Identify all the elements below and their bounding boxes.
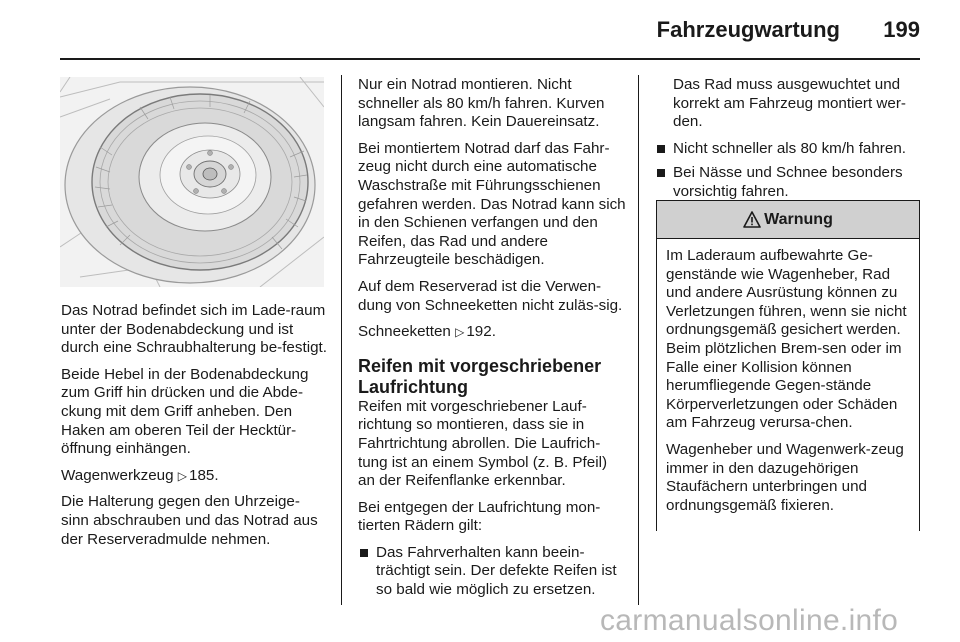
paragraph: Bei montiertem Notrad darf das Fahr-zeug nicht durch eine automatische Waschstraße mit Führungsschienen gefahren werden. Das Notrad kann sich in den Schienen verfangen und den Reifen, das Rad und andere Fahrzeugteile beschädigen.	[358, 139, 626, 269]
paragraph: Auf dem Reserverad ist die Verwen-dung von Schneeketten nicht zuläs-sig.	[358, 277, 623, 314]
paragraph: Im Laderaum aufbewahrte Ge-genstände wie Wagenheber, Rad und andere Ausrüstung können zu Verletzungen führen, wenn sie nicht ordnungsgemäß gesichert werden. Beim plötzlichen Brem-sen oder im Falle einer Kollision können herumfliegende Gegen-stände Körperverletzungen oder Schäden am Fahrzeug verursa-chen.	[666, 247, 907, 432]
column-divider-right	[638, 75, 639, 605]
warning-box	[656, 200, 920, 531]
bullet-item	[358, 544, 628, 600]
paragraph: Nur ein Notrad montieren. Nicht schneller als 80 km/h fahren. Kurven langsam fahren. Kein Dauereinsatz.	[358, 76, 605, 131]
paragraph: Reifen mit vorgeschriebener Lauf-richtung so montieren, dass sie in Fahrtrichtung abrollen. Die Laufrich-tung ist an einem Symbol (z. B. Pfeil) an der Reifenflanke erkennbar.	[358, 397, 608, 490]
bullet-text: Das Fahrverhalten kann beein-trächtigt sein. Der defekte Reifen ist so bald wie möglich zu ersetzen.	[376, 543, 617, 599]
page-header-title: Fahrzeugwartung	[656, 17, 840, 42]
warning-triangle-icon	[743, 211, 761, 228]
bullet-square-icon	[360, 549, 368, 557]
section-heading: Reifen mit vorgeschriebener Laufrichtung	[358, 355, 602, 397]
page-number: 199	[883, 17, 920, 42]
xref-arrow-icon: ▷	[177, 468, 188, 483]
xref-page: 192.	[466, 323, 496, 341]
bullet-text: Nicht schneller als 80 km/h fahren.	[673, 139, 906, 157]
paragraph: Das Notrad befindet sich im Lade-raum unter der Bodenabdeckung und ist durch eine Schraubhalterung be-festigt.	[61, 302, 327, 357]
spare-wheel-drawing	[60, 77, 324, 287]
bullet-item	[655, 140, 920, 159]
xref-page: 185.	[189, 466, 219, 484]
column-1	[61, 302, 327, 557]
xref-label: Wagenwerkzeug	[61, 466, 174, 484]
cross-reference[interactable]	[61, 467, 327, 486]
paragraph: Beide Hebel in der Bodenabdeckung zum Griff hin drücken und die Abde-ckung mit dem Griff anheben. Den Haken am oberen Teil der Hecktür-öffnung einhängen.	[61, 365, 309, 458]
xref-label: Schneeketten	[358, 323, 451, 341]
paragraph: Wagenheber und Wagenwerk-zeug immer in den dazugehörigen Staufächern unterbringen und ordnungsgemäß fixieren.	[666, 440, 904, 514]
header-rule	[60, 58, 920, 60]
xref-arrow-icon: ▷	[455, 325, 465, 340]
column-divider-left	[341, 75, 342, 605]
warning-body	[657, 239, 919, 515]
bullet-item	[655, 164, 920, 201]
warning-title: Warnung	[764, 210, 833, 228]
bullet-square-icon	[657, 145, 665, 153]
paragraph: Die Halterung gegen den Uhrzeige-sinn abschrauben und das Notrad aus der Reserveradmulde nehmen.	[61, 493, 318, 548]
paragraph: Bei entgegen der Laufrichtung mon-tierten Rädern gilt:	[358, 498, 601, 535]
warning-header	[657, 201, 919, 239]
paragraph: Das Rad muss ausgewuchtet und korrekt am Fahrzeug montiert wer-den.	[673, 76, 906, 131]
bullet-text: Bei Nässe und Schnee besonders vorsichtig fahren.	[673, 164, 903, 200]
spare-wheel-illustration	[60, 77, 324, 287]
column-2	[358, 76, 628, 606]
watermark: carmanualsonline.info	[600, 604, 899, 637]
cross-reference[interactable]	[358, 323, 628, 342]
bullet-square-icon	[657, 169, 665, 177]
column-3	[655, 76, 920, 208]
